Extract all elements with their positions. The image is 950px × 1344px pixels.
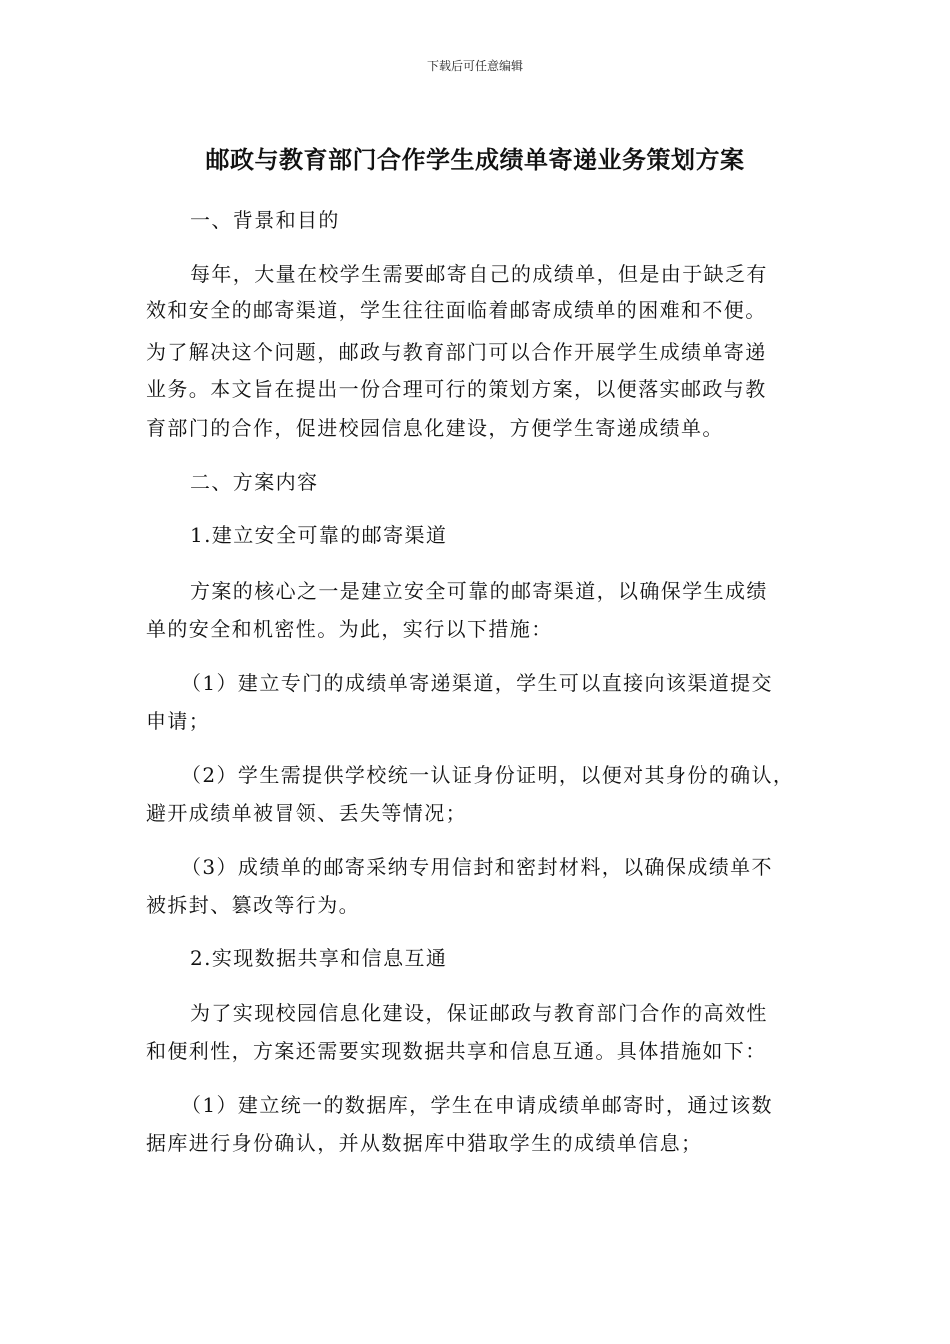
paragraph-line: 和便利性，方案还需要实现数据共享和信息互通。具体措施如下： xyxy=(146,1039,767,1063)
list-item-line: （1）建立统一的数据库，学生在申请成绩单邮寄时，通过该数 xyxy=(181,1093,773,1117)
paragraph-line: 方案的核心之一是建立安全可靠的邮寄渠道，以确保学生成绩 xyxy=(190,579,768,603)
page-header-note: 下载后可任意编辑 xyxy=(426,59,523,73)
list-item-line: 被拆封、篡改等行为。 xyxy=(146,893,360,917)
paragraph-line: 效和安全的邮寄渠道，学生往往面临着邮寄成绩单的困难和不便。 xyxy=(146,298,767,322)
list-item-line: 申请； xyxy=(146,709,211,733)
paragraph-line: 业务。本文旨在提出一份合理可行的策划方案，以便落实邮政与教 xyxy=(146,377,767,401)
section-heading-background: 一、背景和目的 xyxy=(190,208,340,232)
list-item-line: 据库进行身份确认，并从数据库中猎取学生的成绩单信息； xyxy=(146,1131,703,1155)
list-item-line: 避开成绩单被冒领、丢失等情况； xyxy=(146,801,467,825)
paragraph-line: 每年，大量在校学生需要邮寄自己的成绩单，但是由于缺乏有 xyxy=(190,262,768,286)
paragraph-line: 为了实现校园信息化建设，保证邮政与教育部门合作的高效性 xyxy=(190,1001,768,1025)
list-item-line: （3）成绩单的邮寄采纳专用信封和密封材料，以确保成绩单不 xyxy=(181,855,773,879)
subsection-heading-1: 1.建立安全可靠的邮寄渠道 xyxy=(190,523,448,547)
subsection-heading-2: 2.实现数据共享和信息互通 xyxy=(190,946,448,970)
paragraph-line: 为了解决这个问题，邮政与教育部门可以合作开展学生成绩单寄递 xyxy=(146,340,767,364)
paragraph-line: 育部门的合作，促进校园信息化建设，方便学生寄递成绩单。 xyxy=(146,416,724,440)
list-item-line: （1）建立专门的成绩单寄递渠道，学生可以直接向该渠道提交 xyxy=(181,671,773,695)
paragraph-line: 单的安全和机密性。为此，实行以下措施： xyxy=(146,617,553,641)
section-heading-content: 二、方案内容 xyxy=(190,470,319,494)
list-item-line: （2）学生需提供学校统一认证身份证明，以便对其身份的确认， xyxy=(181,763,795,787)
document-title: 邮政与教育部门合作学生成绩单寄递业务策划方案 xyxy=(205,146,745,174)
